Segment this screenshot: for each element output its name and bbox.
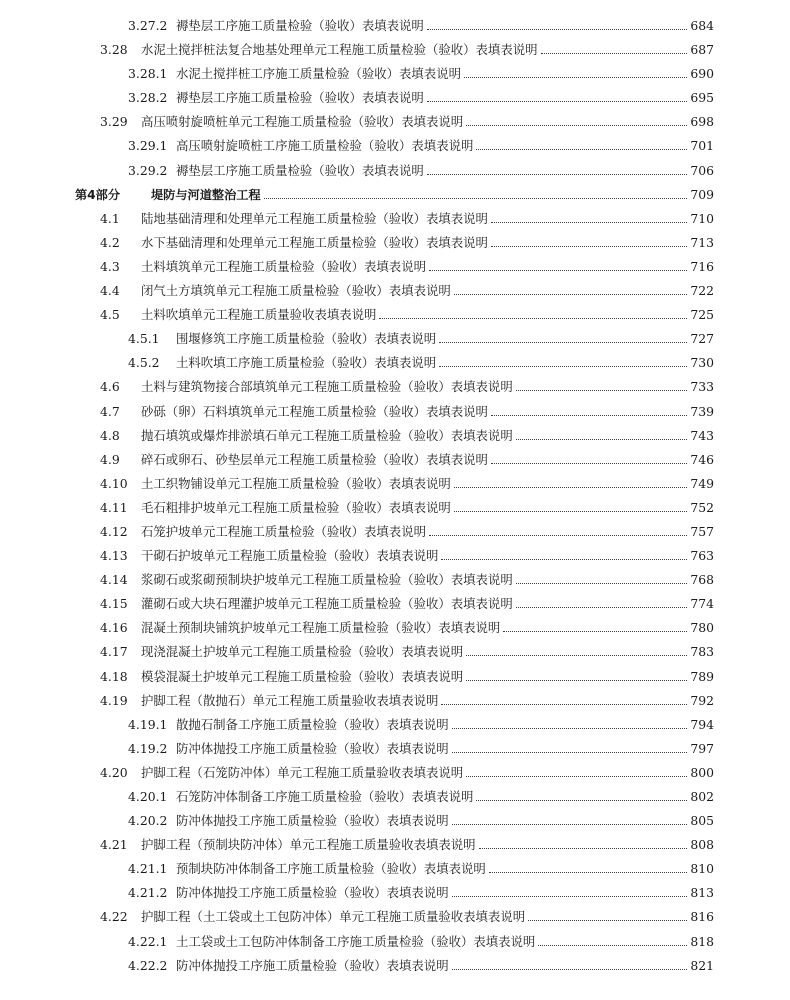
toc-page-number: 816 [690, 909, 714, 925]
dot-leader [452, 752, 688, 753]
dot-leader [379, 318, 687, 319]
toc-entry-title: 防冲体抛投工序施工质量检验（验收）表填表说明 [176, 813, 449, 829]
dot-leader [427, 29, 688, 30]
toc-entry[interactable] [0, 881, 790, 905]
toc-entry[interactable] [0, 14, 790, 38]
toc-entry-number: 4.21.1 [128, 861, 168, 877]
toc-page-number: 794 [690, 716, 714, 732]
toc-entry-title: 水泥土搅拌桩工序施工质量检验（验收）表填表说明 [176, 66, 461, 82]
toc-entry-title: 散抛石制备工序施工质量检验（验收）表填表说明 [176, 716, 449, 732]
toc-entry[interactable] [0, 809, 790, 833]
toc-page-number: 774 [690, 596, 714, 612]
toc-entry[interactable] [0, 472, 790, 496]
toc-entry-title: 浆砌石或浆砌预制块护坡单元工程施工质量检验（验收）表填表说明 [141, 572, 513, 588]
toc-entry-number: 4.19.2 [128, 740, 168, 756]
toc-entry-number: 3.29.2 [128, 162, 168, 178]
toc-entry[interactable] [0, 375, 790, 399]
toc-entry-number: 4.4 [100, 283, 120, 299]
dot-leader [476, 149, 687, 150]
toc-entry-number: 3.28 [100, 42, 128, 58]
toc-page-number: 768 [690, 572, 714, 588]
toc-page-number: 789 [690, 668, 714, 684]
toc-entry-title: 土料吹填工序施工质量检验（验收）表填表说明 [176, 355, 437, 371]
toc-page-number: 730 [690, 355, 714, 371]
toc-entry[interactable] [0, 279, 790, 303]
toc-entry-number: 第4部分 [75, 187, 121, 202]
toc-entry-number: 4.5.1 [128, 331, 160, 347]
toc-entry[interactable] [0, 954, 790, 978]
toc-entry-number: 4.3 [100, 258, 120, 274]
toc-page-number: 727 [690, 331, 714, 347]
toc-entry-number: 4.17 [100, 644, 128, 660]
dot-leader [464, 77, 687, 78]
dot-leader [491, 222, 687, 223]
dot-leader [454, 487, 688, 488]
dot-leader [541, 53, 688, 54]
toc-entry-number: 4.12 [100, 523, 128, 539]
toc-entry[interactable] [0, 737, 790, 761]
dot-leader [538, 945, 687, 946]
toc-entry-number: 4.21.2 [128, 885, 168, 901]
dot-leader [491, 246, 687, 247]
toc-entry-number: 4.10 [100, 475, 128, 491]
dot-leader [429, 535, 687, 536]
toc-page-number: 709 [690, 186, 714, 202]
toc-entry-title: 闭气土方填筑单元工程施工质量检验（验收）表填表说明 [141, 283, 451, 299]
toc-entry-number: 4.14 [100, 572, 128, 588]
toc-entry-title: 混凝土预制块铺筑护坡单元工程施工质量检验（验收）表填表说明 [141, 620, 501, 636]
dot-leader [427, 174, 688, 175]
dot-leader [452, 728, 688, 729]
toc-page-number: 710 [690, 210, 714, 226]
toc-entry-number: 4.15 [100, 596, 128, 612]
dot-leader [479, 848, 688, 849]
toc-entry[interactable] [0, 665, 790, 689]
toc-entry-number: 4.20.2 [128, 813, 168, 829]
toc-entry-number: 4.18 [100, 668, 128, 684]
toc-entry[interactable] [0, 255, 790, 279]
toc-entry[interactable] [0, 616, 790, 640]
toc-page-number: 716 [690, 258, 714, 274]
toc-entry-title: 水下基础清理和处理单元工程施工质量检验（验收）表填表说明 [141, 234, 488, 250]
dot-leader [264, 198, 688, 199]
toc-entry[interactable] [0, 568, 790, 592]
toc-page-number: 733 [690, 379, 714, 395]
toc-entry-title: 护脚工程（石笼防冲体）单元工程施工质量验收表填表说明 [141, 764, 464, 780]
toc-page-number: 808 [690, 837, 714, 853]
table-of-contents [0, 14, 790, 978]
toc-page-number: 813 [690, 885, 714, 901]
toc-entry-number: 3.29.1 [128, 138, 168, 154]
dot-leader [528, 920, 687, 921]
dot-leader [452, 896, 688, 897]
toc-entry-number: 3.29 [100, 114, 128, 130]
toc-page-number: 684 [690, 18, 714, 33]
toc-entry-title: 护脚工程（预制块防冲体）单元工程施工质量验收表填表说明 [141, 837, 476, 853]
dot-leader [466, 125, 687, 126]
toc-entry-number: 4.8 [100, 427, 120, 443]
toc-entry[interactable] [0, 833, 790, 857]
toc-entry-title: 石笼防冲体制备工序施工质量检验（验收）表填表说明 [176, 789, 474, 804]
toc-entry-number: 3.28.1 [128, 66, 168, 82]
dot-leader [516, 583, 688, 584]
toc-entry-number: 4.19.1 [128, 716, 168, 732]
toc-entry-number: 4.11 [100, 499, 128, 515]
toc-entry[interactable] [0, 713, 790, 737]
toc-entry[interactable] [0, 520, 790, 544]
toc-entry-title: 高压喷射旋喷桩工序施工质量检验（验收）表填表说明 [176, 138, 474, 154]
toc-entry[interactable] [0, 496, 790, 520]
toc-page-number: 706 [690, 162, 714, 178]
dot-leader [516, 390, 688, 391]
toc-entry-number: 4.22.1 [128, 933, 168, 949]
toc-page-number: 690 [690, 66, 714, 82]
toc-entry-title: 抛石填筑或爆炸排淤填石单元工程施工质量检验（验收）表填表说明 [141, 427, 513, 443]
toc-entry-title: 褥垫层工序施工质量检验（验收）表填表说明 [176, 90, 424, 106]
toc-entry-title: 水泥土搅拌桩法复合地基处理单元工程施工质量检验（验收）表填表说明 [141, 42, 538, 58]
dot-leader [503, 631, 687, 632]
toc-entry-title: 模袋混凝土护坡单元工程施工质量检验（验收）表填表说明 [141, 668, 464, 684]
toc-entry[interactable] [0, 110, 790, 134]
toc-page-number: 713 [690, 234, 714, 250]
toc-page-number: 821 [690, 957, 714, 973]
toc-entry[interactable] [0, 231, 790, 255]
dot-leader [466, 655, 687, 656]
toc-entry-title: 毛石粗排护坡单元工程施工质量检验（验收）表填表说明 [141, 499, 451, 515]
toc-entry-number: 4.9 [100, 451, 120, 467]
dot-leader [454, 294, 688, 295]
toc-page-number: 749 [690, 475, 714, 491]
toc-entry-title: 碎石或卵石、砂垫层单元工程施工质量检验（验收）表填表说明 [141, 451, 488, 467]
toc-entry[interactable] [0, 930, 790, 954]
toc-entry-title: 陆地基础清理和处理单元工程施工质量检验（验收）表填表说明 [141, 210, 488, 226]
dot-leader [489, 872, 688, 873]
toc-entry-title: 围堰修筑工序施工质量检验（验收）表填表说明 [176, 331, 437, 347]
toc-entry[interactable] [0, 785, 790, 809]
toc-entry-title: 护脚工程（土工袋或土工包防冲体）单元工程施工质量验收表填表说明 [141, 909, 526, 925]
toc-entry-title: 土料吹填单元工程施工质量验收表填表说明 [141, 307, 377, 323]
dot-leader [452, 824, 688, 825]
toc-entry-number: 4.21 [100, 837, 128, 853]
toc-entry-title: 土工袋或土工包防冲体制备工序施工质量检验（验收）表填表说明 [176, 933, 536, 949]
dot-leader [466, 680, 687, 681]
toc-entry[interactable] [0, 448, 790, 472]
toc-page-number: 701 [690, 138, 714, 154]
toc-page-number: 687 [690, 42, 714, 58]
toc-page-number: 797 [690, 740, 714, 756]
toc-entry[interactable] [0, 424, 790, 448]
toc-entry[interactable] [0, 857, 790, 881]
toc-entry-number: 4.13 [100, 548, 128, 564]
toc-entry-title: 土料与建筑物接合部填筑单元工程施工质量检验（验收）表填表说明 [141, 379, 513, 395]
dot-leader [441, 704, 687, 705]
toc-entry-title: 现浇混凝土护坡单元工程施工质量检验（验收）表填表说明 [141, 644, 464, 660]
toc-entry[interactable] [0, 905, 790, 929]
toc-page-number: 722 [690, 283, 714, 299]
toc-page-number: 800 [690, 764, 714, 780]
toc-entry-number: 4.1 [100, 210, 120, 226]
toc-page-number: 752 [690, 499, 714, 515]
toc-entry-title: 褥垫层工序施工质量检验（验收）表填表说明 [176, 162, 424, 178]
toc-page-number: 743 [690, 427, 714, 443]
toc-entry-title: 灌砌石或大块石理灌护坡单元工程施工质量检验（验收）表填表说明 [141, 596, 513, 612]
toc-entry-title: 防冲体抛投工序施工质量检验（验收）表填表说明 [176, 740, 449, 756]
toc-entry[interactable] [0, 207, 790, 231]
toc-entry-title: 防冲体抛投工序施工质量检验（验收）表填表说明 [176, 885, 449, 901]
dot-leader [466, 776, 687, 777]
toc-page-number: 725 [690, 307, 714, 323]
dot-leader [439, 366, 687, 367]
toc-entry-number: 4.7 [100, 403, 120, 419]
dot-leader [454, 511, 688, 512]
toc-entry-title: 干砌石护坡单元工程施工质量检验（验收）表填表说明 [141, 548, 439, 564]
toc-entry-title: 高压喷射旋喷桩单元工程施工质量检验（验收）表填表说明 [141, 114, 464, 130]
dot-leader [441, 559, 687, 560]
toc-page-number: 818 [690, 933, 714, 949]
toc-page-number: 746 [690, 451, 714, 467]
toc-entry[interactable] [0, 400, 790, 424]
toc-entry-number: 4.6 [100, 379, 120, 395]
dot-leader [452, 969, 688, 970]
toc-entry[interactable] [0, 303, 790, 327]
toc-entry-number: 4.20 [100, 764, 128, 780]
toc-page-number: 783 [690, 644, 714, 660]
toc-entry[interactable] [0, 592, 790, 616]
toc-entry-title: 石笼护坡单元工程施工质量检验（验收）表填表说明 [141, 523, 426, 539]
toc-page-number: 695 [690, 90, 714, 106]
toc-entry-number: 4.5 [100, 307, 120, 323]
toc-page-number: 780 [690, 620, 714, 636]
toc-page-number: 802 [690, 789, 714, 804]
toc-entry[interactable] [0, 351, 790, 375]
toc-entry-title: 堤防与河道整治工程 [151, 187, 261, 202]
toc-entry-number: 4.22.2 [128, 957, 168, 973]
toc-entry-number: 3.27.2 [128, 18, 168, 33]
toc-page-number: 810 [690, 861, 714, 877]
toc-entry-title: 砂砾（卵）石料填筑单元工程施工质量检验（验收）表填表说明 [141, 403, 488, 419]
dot-leader [439, 342, 687, 343]
dot-leader [427, 101, 688, 102]
dot-leader [491, 415, 687, 416]
toc-entry[interactable] [0, 640, 790, 664]
toc-part-heading[interactable] [0, 183, 790, 207]
toc-entry[interactable] [0, 327, 790, 351]
toc-entry[interactable] [0, 134, 790, 158]
toc-entry[interactable] [0, 38, 790, 62]
toc-entry[interactable] [0, 761, 790, 785]
toc-entry-number: 4.20.1 [128, 789, 168, 804]
dot-leader [516, 607, 688, 608]
toc-page-number: 805 [690, 813, 714, 829]
toc-entry-title: 土料填筑单元工程施工质量检验（验收）表填表说明 [141, 258, 426, 274]
toc-entry-number: 4.19 [100, 692, 128, 708]
toc-entry[interactable] [0, 86, 790, 110]
toc-entry-number: 4.22 [100, 909, 128, 925]
dot-leader [516, 439, 688, 440]
toc-entry[interactable] [0, 544, 790, 568]
dot-leader [476, 800, 687, 801]
toc-page-number: 698 [690, 114, 714, 130]
toc-page-number: 757 [690, 523, 714, 539]
toc-entry-number: 4.5.2 [128, 355, 160, 371]
toc-entry[interactable] [0, 62, 790, 86]
dot-leader [491, 463, 687, 464]
toc-entry-number: 3.28.2 [128, 90, 168, 106]
toc-entry-title: 褥垫层工序施工质量检验（验收）表填表说明 [176, 18, 424, 33]
toc-page-number: 739 [690, 403, 714, 419]
toc-entry[interactable] [0, 159, 790, 183]
toc-entry-title: 护脚工程（散抛石）单元工程施工质量验收表填表说明 [141, 692, 439, 708]
dot-leader [429, 270, 687, 271]
toc-entry-number: 4.16 [100, 620, 128, 636]
toc-page-number: 792 [690, 692, 714, 708]
toc-entry[interactable] [0, 689, 790, 713]
toc-entry-title: 土工织物铺设单元工程施工质量检验（验收）表填表说明 [141, 475, 451, 491]
toc-entry-number: 4.2 [100, 234, 120, 250]
toc-entry-title: 防冲体抛投工序施工质量检验（验收）表填表说明 [176, 957, 449, 973]
toc-entry-title: 预制块防冲体制备工序施工质量检验（验收）表填表说明 [176, 861, 486, 877]
toc-page-number: 763 [690, 548, 714, 564]
